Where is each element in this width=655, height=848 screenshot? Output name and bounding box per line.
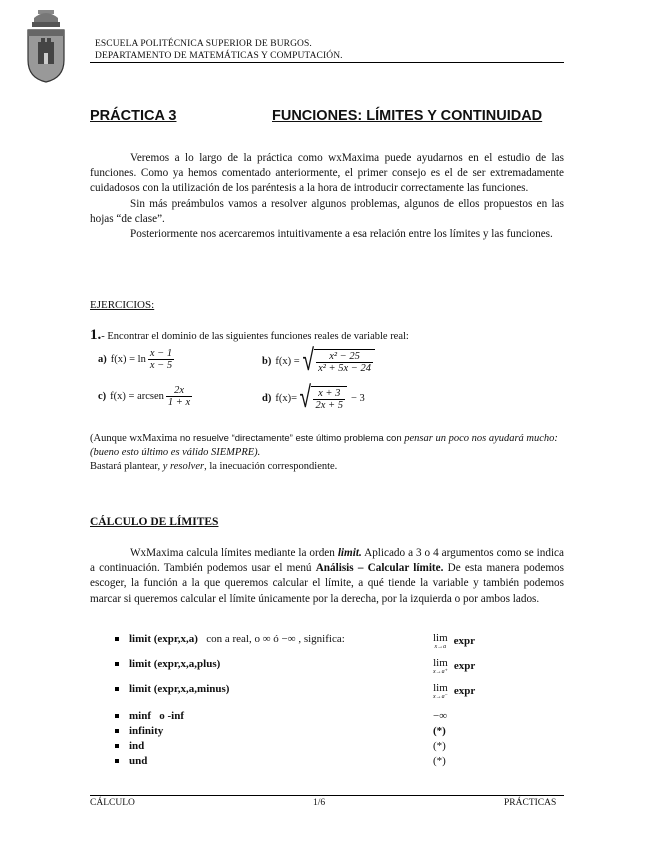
lim-subscript: x→a⁻ xyxy=(433,694,448,700)
calculo-text-a: WxMaxima calcula límites mediante la orden xyxy=(130,547,335,559)
calculo-heading: CÁLCULO DE LÍMITES xyxy=(90,516,219,528)
footer-left: CÁLCULO xyxy=(90,798,135,808)
university-crest-logo xyxy=(22,8,70,84)
list-item xyxy=(115,755,147,767)
calculo-paragraph xyxy=(90,546,564,607)
command: infinity xyxy=(129,725,164,737)
command-extra: con a real, o ∞ ó −∞ , significa: xyxy=(206,633,345,645)
lim-subscript: x→a⁺ xyxy=(433,669,448,675)
intro-paragraph-1: Veremos a lo largo de la práctica como wxMaxima puede ayudarnos en el estudio de las funciones. Como ya hemos comentado anteriormente, el primer consejo es el de ser extremadamente cuidadosos con la utilización de los paréntesis a la hora de introducir correctamente las funciones. xyxy=(90,152,564,195)
lim-symbol: lim xyxy=(433,682,448,694)
list-item-result xyxy=(433,725,446,737)
note-part-1: (Aunque wxMaxima xyxy=(90,433,178,444)
result: expr xyxy=(453,660,476,673)
note-part-2: no resuelve “directamente” este último problema con xyxy=(179,433,402,444)
note-part-3: pensar un poco nos ayudará mucho: (bueno esto último es válido SIEMPRE). xyxy=(90,433,558,458)
function-c-fraction xyxy=(166,385,192,408)
function-b-lhs: f(x) = xyxy=(275,355,300,367)
limit-command: limit. xyxy=(337,547,362,559)
ejercicios-heading: EJERCICIOS: xyxy=(90,299,155,311)
bullet-icon xyxy=(115,637,119,641)
function-d xyxy=(262,380,365,415)
function-b xyxy=(262,343,375,378)
function-b-numerator: x² − 25 xyxy=(329,350,360,362)
practice-number: PRÁCTICA 3 xyxy=(90,108,177,124)
exercise-1-number: 1. xyxy=(90,327,102,343)
header-department: DEPARTAMENTO DE MATEMÁTICAS Y COMPUTACIÓN. xyxy=(95,51,343,61)
list-item-result xyxy=(433,740,446,752)
function-b-sqrt: √ $\frac{\text{x² − 25}}{\text{x² + 5x − 24}}$ xyxy=(300,346,375,376)
result: (*) xyxy=(433,740,446,752)
bullet-icon xyxy=(115,662,119,666)
result: −∞ xyxy=(433,710,448,722)
intro-paragraph-3: Posteriormente nos acercaremos intuitivamente a esa relación entre los límites y las funciones. xyxy=(130,228,553,241)
function-a-fraction xyxy=(148,348,174,371)
list-item xyxy=(115,725,163,737)
lim-symbol: lim xyxy=(433,657,448,669)
intro-paragraph-2: Sin más preámbulos vamos a resolver algunos problemas, algunos de ellos propuestos en las hojas “de clase”. xyxy=(90,197,564,225)
lim-symbol: lim xyxy=(433,632,448,644)
result: expr xyxy=(453,685,476,698)
function-b-label: b) xyxy=(262,355,272,367)
exercise-1-text: - Encontrar el dominio de las siguientes funciones reales de variable real: xyxy=(101,331,409,342)
list-item-result xyxy=(433,683,475,700)
list-item xyxy=(115,740,144,752)
function-a-numerator: x − 1 xyxy=(149,348,173,359)
result: expr xyxy=(453,635,476,648)
result: (*) xyxy=(433,725,446,737)
command-extra: o -inf xyxy=(159,710,184,722)
bullet-icon xyxy=(115,714,119,718)
function-c-lhs: f(x) = arcsen xyxy=(110,391,164,402)
footer-rule xyxy=(90,795,564,796)
note2-part-2: y resolver xyxy=(162,461,205,472)
command: minf xyxy=(129,710,151,722)
function-c xyxy=(98,385,194,408)
function-d-denominator: 2x + 5 xyxy=(315,399,343,411)
list-item-result xyxy=(433,658,475,675)
lim-subscript: x→a xyxy=(434,644,447,650)
maxima-note xyxy=(90,432,564,460)
command: limit (expr,x,a,minus) xyxy=(129,683,230,695)
function-d-lhs: f(x)= xyxy=(275,392,298,404)
function-c-numerator: 2x xyxy=(174,385,184,396)
bullet-icon xyxy=(115,759,119,763)
command: limit (expr,x,a,plus) xyxy=(129,658,221,670)
note2-part-3: , la inecuación correspondiente. xyxy=(204,461,338,472)
function-a-label: a) xyxy=(98,354,107,365)
command: und xyxy=(129,755,148,767)
function-d-tail: − 3 xyxy=(350,392,365,404)
command: limit (expr,x,a) xyxy=(129,633,198,645)
list-item-result xyxy=(433,755,446,767)
page-number: 1/6 xyxy=(313,798,326,808)
page-title: FUNCIONES: LÍMITES Y CONTINUIDAD xyxy=(272,108,543,124)
intro-text xyxy=(90,151,564,242)
command: ind xyxy=(129,740,145,752)
calculo-text-c: De esta manera podemos escoger, la función a la que queremos calcular el límite, a qué tiende la variable y también podemos marcar si queremos calcular el límite únicamente por la derecha, por la izquierda o por ambos lados. xyxy=(90,562,564,605)
function-d-sqrt: √ $\frac{x + 3}{2x + 5}$ xyxy=(297,383,347,413)
calculo-text xyxy=(90,546,564,607)
bullet-icon xyxy=(115,729,119,733)
header-school: ESCUELA POLITÉCNICA SUPERIOR DE BURGOS. xyxy=(95,39,312,49)
menu-path: Análisis – Calcular límite. xyxy=(315,562,444,575)
function-d-label: d) xyxy=(262,392,272,404)
bullet-icon xyxy=(115,744,119,748)
function-c-denominator: 1 + x xyxy=(167,397,191,408)
function-a xyxy=(98,348,176,371)
bullet-icon xyxy=(115,687,119,691)
function-a-denominator: x − 5 xyxy=(149,360,173,371)
list-item-result xyxy=(433,633,475,650)
exercise-1 xyxy=(90,327,409,344)
list-item-result xyxy=(433,710,447,722)
list-item xyxy=(115,710,184,722)
list-item xyxy=(115,633,345,645)
footer-right: PRÁCTICAS xyxy=(504,798,557,808)
function-c-label: c) xyxy=(98,391,107,402)
function-d-numerator: x + 3 xyxy=(318,387,341,399)
note2-part-1: Bastará plantear, xyxy=(90,461,161,472)
list-item xyxy=(115,683,229,695)
result: (*) xyxy=(433,755,446,767)
header-rule xyxy=(90,62,564,63)
calculo-text-b: Aplicado a 3 o 4 argumentos como se indica a continuación. También podemos usar el menú xyxy=(90,547,564,575)
function-b-denominator: x² + 5x − 24 xyxy=(318,362,371,374)
function-a-lhs: f(x) = ln xyxy=(110,354,146,365)
list-item xyxy=(115,658,220,670)
inequation-note xyxy=(90,460,564,474)
